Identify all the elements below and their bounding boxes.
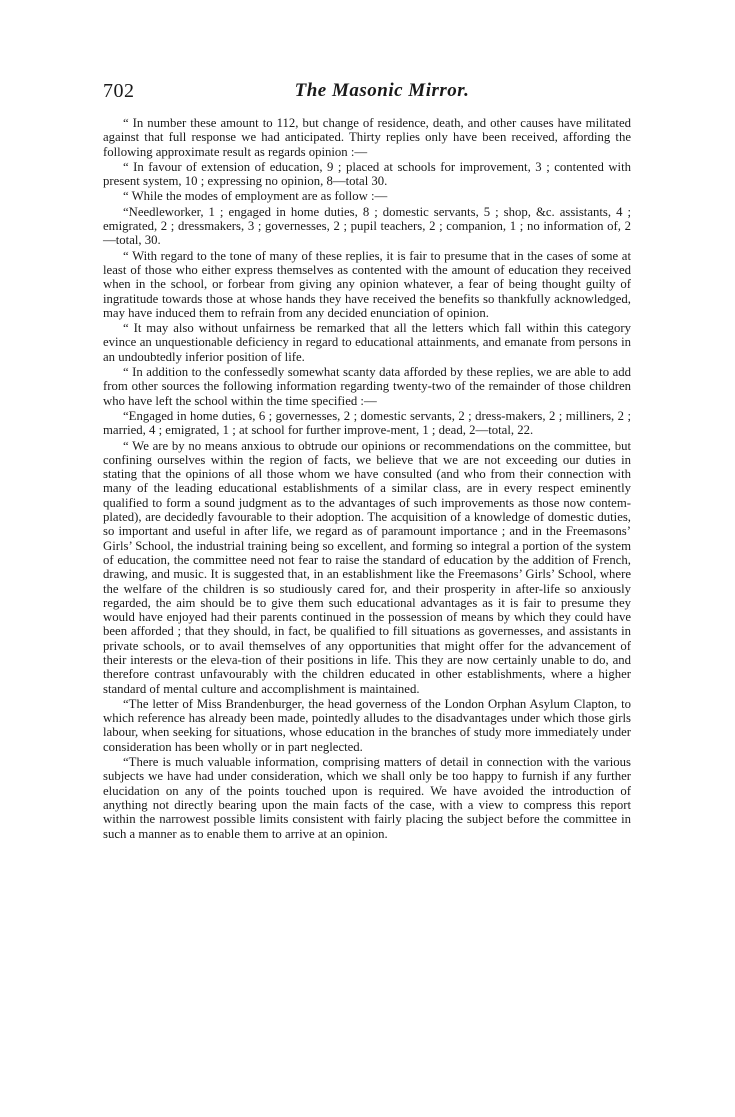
paragraph-11: “There is much valuable information, comprising matters of detail in connection with the various subjects we have had under consideration, which we shall only be too happy to furnish if any further elucidation on any of the points touched upon is required. We have avoided the introduction of anything not directly bearing upon the main facts of the case, with a view to compress this report within the narrowest possible limits consistent with fairly placing the subject before the committee in such a manner as to enable them to arrive at an opinion. <box>103 755 631 841</box>
paragraph-2: “ In favour of extension of education, 9 ; placed at schools for improvement, 3 ; contented with present system, 10 ; expressing no opinion, 8—total 30. <box>103 159 631 189</box>
paragraph-3: “ While the modes of employment are as follow :— <box>123 189 388 204</box>
paragraph-1: “ In number these amount to 112, but change of residence, death, and other causes have militated against that full response we had anticipated. Thirty replies only have been received, affording the following approximate result as regards opinion :— <box>103 116 631 159</box>
paragraph-6: “ It may also without unfairness be remarked that all the letters which fall within this category evince an unquestionable deficiency in regard to educational attainments, and emanate from persons in an undoubtedly inferior position of life. <box>103 321 631 364</box>
paragraph-10: “The letter of Miss Brandenburger, the head governess of the London Orphan Asylum Clapton, to which reference has already been made, pointedly alludes to the disadvantages under which those girls labour, when seeking for situations, whose education in the branches of study more immediately under consideration has been wholly or in part neglected. <box>103 696 631 754</box>
article-body <box>103 116 631 841</box>
page-header <box>103 80 631 104</box>
paragraph-7: “ In addition to the confessedly somewhat scanty data afforded by these replies, we are able to add from other sources the following information regarding twenty-two of the remainder of those children who have left the school within the time specified :— <box>103 365 631 408</box>
page-number: 702 <box>103 80 135 102</box>
running-title: The Masonic Mirror. <box>294 80 470 101</box>
paragraph-8: “Engaged in home duties, 6 ; governesses, 2 ; domestic servants, 2 ; dress-makers, 2 ; milliners, 2 ; married, 4 ; emigrated, 1 ; at school for further improve-ment, 1 ; dead, 2—total, 22. <box>103 408 631 438</box>
paragraph-5: “ With regard to the tone of many of these replies, it is fair to presume that in the cases of some at least of those who either express themselves as contented with the amount of education they received when in the school, or forbear from giving any opinion whatever, a fear of being thought guilty of ingratitude towards those at whose hands they have received the benefits so thankfully acknowledged, may have induced them to refrain from any decided enunciation of opinion. <box>103 248 631 320</box>
paragraph-4: “Needleworker, 1 ; engaged in home duties, 8 ; domestic servants, 5 ; shop, &c. assistants, 4 ; emigrated, 2 ; dressmakers, 3 ; governesses, 2 ; pupil teachers, 2 ; companion, 1 ; no information of, 2—total, 30. <box>103 204 631 248</box>
paragraph-9: “ We are by no means anxious to obtrude our opinions or recommendations on the committee, but confining ourselves within the region of facts, we believe that we are not exceeding our duties in stating that the opinions of all those whom we have consulted (and who from their connection with many of the leading educational establishments of a similar class, are in every respect eminently qualified to form a sound judgment as to the advantages of such improvements as those now contem-plated), are decidedly favourable to their adoption. The acquisition of a knowledge of domestic duties, so important and useful in after life, we regard as of paramount importance ; and in the Freemasons’ Girls’ School, the industrial training being so excellent, and forming so integral a portion of the system of education, the committee need not fear to raise the standard of education by the addition of French, drawing, and music. It is suggested that, in an establishment like the Freemasons’ Girls’ School, where the welfare of the children is so studiously cared for, and their prosperity in after-life so anxiously regarded, the aim should be to give them such educational advantages as it is fair to presume they would have enjoyed had their parents continued in the possession of means by which they could have been afforded ; that they should, in fact, be qualified to fill situations as governesses, and assistants in private schools, or to avail themselves of any opportunities that might offer for the advancement of their interests or the eleva-tion of their positions in life. This they are now certainly unable to do, and therefore contrast unfavourably with the children educated in other establishments, where a higher standard of mental culture and accomplishment is maintained. <box>103 438 631 696</box>
